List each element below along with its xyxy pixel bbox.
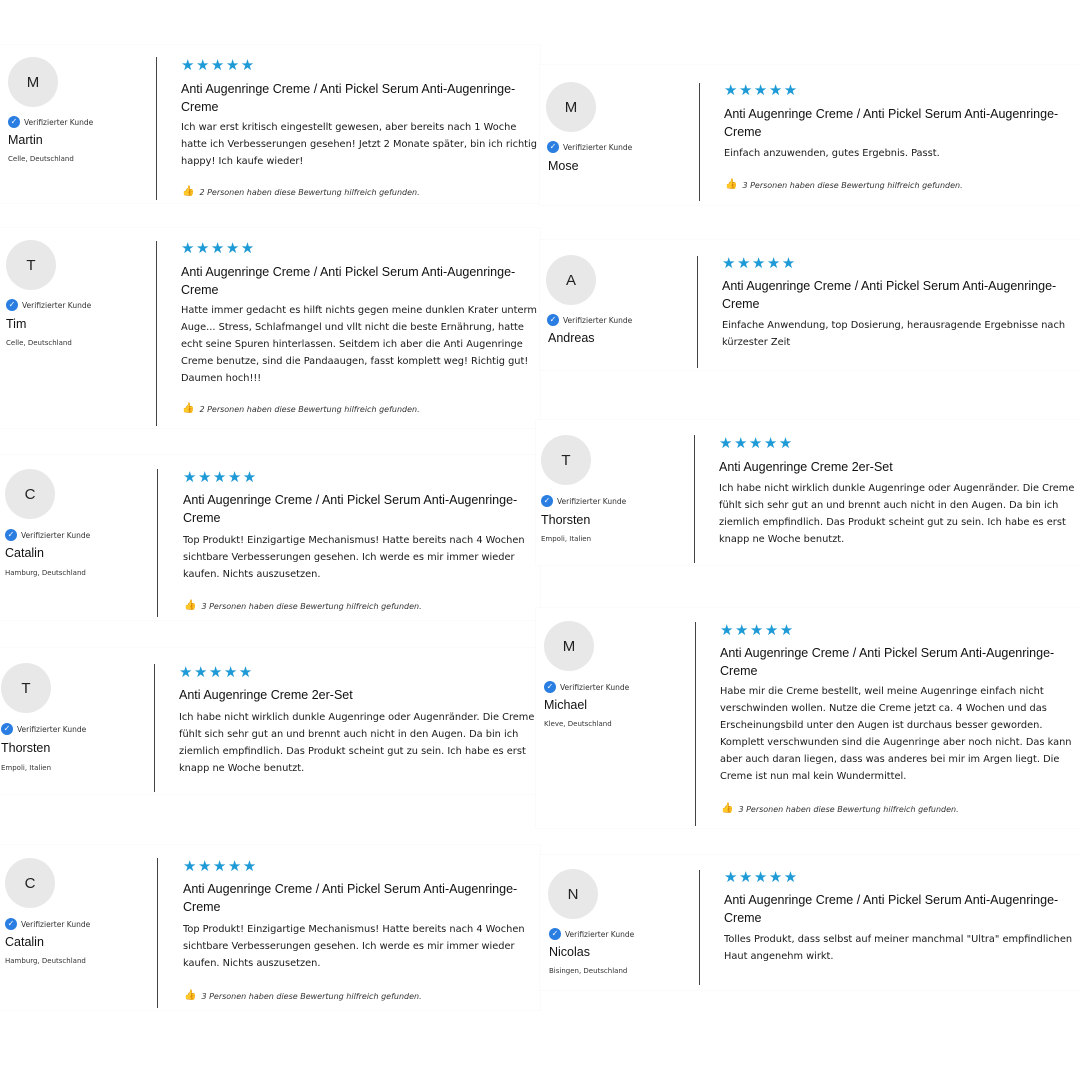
divider [695, 622, 696, 826]
divider [156, 241, 157, 426]
reviewer-name: Catalin [5, 935, 44, 949]
thumbs-up-icon: 👍 [184, 600, 197, 611]
thumbs-up-icon: 👍 [721, 803, 734, 814]
helpful-note[interactable]: 👍 3 Personen haben diese Bewertung hilfreich gefunden. [725, 179, 963, 190]
thumbs-up-icon: 👍 [725, 179, 738, 190]
divider [699, 870, 700, 985]
review-title[interactable]: Anti Augenringe Creme / Anti Pickel Serum Anti-Augenringe-Creme [724, 893, 1059, 925]
review-text: Tolles Produkt, dass selbst auf meiner manchmal "Ultra" empfindlichen Haut angenehm wirkt. [724, 934, 1073, 962]
verified-badge [5, 918, 90, 930]
review-text: Hatte immer gedacht es hilft nichts gegen meine dunklen Krater unterm Auge... Stress, Schlafmangel und vllt nicht die beste Ernährung, hatte echt seine Spuren hinterlassen. Seitdem ich aber die Anti Augenringe Creme benutze, sind die Pandaaugen, fasst komplett weg! Richtig gut! Daumen hoch!!! [181, 305, 537, 384]
verified-check-icon: ✓ [549, 928, 561, 940]
avatar: T [6, 240, 56, 290]
star-rating: ★★★★★ [719, 435, 794, 452]
thumbs-up-icon: 👍 [182, 186, 195, 197]
star-rating: ★★★★★ [181, 57, 256, 74]
reviewer-name: Catalin [5, 546, 44, 560]
review-title[interactable]: Anti Augenringe Creme 2er-Set [179, 688, 353, 702]
reviewer-location: Empoli, Italien [541, 535, 592, 543]
avatar: M [546, 82, 596, 132]
star-rating: ★★★★★ [722, 255, 797, 272]
verified-badge [8, 116, 93, 128]
avatar: M [8, 57, 58, 107]
verified-label: Verifizierter Kunde [21, 530, 91, 540]
verified-label: Verifizierter Kunde [560, 682, 630, 692]
star-rating: ★★★★★ [179, 664, 254, 681]
reviewer-location: Bisingen, Deutschland [549, 967, 628, 975]
reviewer-location: Celle, Deutschland [6, 339, 72, 347]
review-text: Ich war erst kritisch eingestellt gewesen, aber bereits nach 1 Woche hatte ich Verbesserungen gesehen! Jetzt 2 Monate später, bin ich richtig happy! Ich kaufe wieder! [181, 122, 537, 167]
reviewer-location: Hamburg, Deutschland [5, 569, 86, 577]
thumbs-up-icon: 👍 [182, 403, 195, 414]
star-rating: ★★★★★ [724, 82, 799, 99]
verified-check-icon: ✓ [5, 918, 17, 930]
review-card [540, 855, 1080, 990]
review-text: Einfache Anwendung, top Dosierung, herausragende Ergebnisse nach kürzester Zeit [722, 320, 1066, 348]
verified-badge [541, 495, 626, 507]
reviewer-location: Empoli, Italien [1, 764, 52, 772]
verified-check-icon: ✓ [547, 314, 559, 326]
verified-label: Verifizierter Kunde [24, 117, 94, 127]
verified-label: Verifizierter Kunde [563, 315, 633, 325]
reviewer-name: Mose [548, 159, 579, 173]
star-rating: ★★★★★ [183, 469, 258, 486]
helpful-note[interactable]: 👍 3 Personen haben diese Bewertung hilfreich gefunden. [184, 990, 422, 1001]
reviewer-name: Tim [6, 317, 27, 331]
review-title[interactable]: Anti Augenringe Creme / Anti Pickel Serum Anti-Augenringe-Creme [181, 265, 516, 297]
review-text: Einfach anzuwenden, gutes Ergebnis. Passt. [724, 148, 940, 159]
reviewer-location: Hamburg, Deutschland [5, 957, 86, 965]
avatar: C [5, 858, 55, 908]
divider [697, 256, 698, 368]
verified-check-icon: ✓ [541, 495, 553, 507]
review-card [540, 240, 1080, 370]
divider [157, 469, 158, 617]
review-text: Habe mir die Creme bestellt, weil meine Augenringe einfach nicht verschwinden wollen. Nutze die Creme jetzt ca. 4 Wochen und das Erscheinungsbild unter den Augen ist durchaus besser geworden. Komplett verschwunden sind die Augenringe aber noch nicht. Das kann aber auch daran liegen, dass was anderes bei mir im Argen liegt. Die Creme ist nun mal kein Wundermittel. [720, 686, 1072, 782]
review-title[interactable]: Anti Augenringe Creme / Anti Pickel Serum Anti-Augenringe-Creme [724, 107, 1059, 139]
avatar: M [544, 621, 594, 671]
helpful-note[interactable]: 👍 2 Personen haben diese Bewertung hilfreich gefunden. [182, 403, 420, 414]
review-card [0, 228, 540, 428]
avatar: T [1, 663, 51, 713]
review-title[interactable]: Anti Augenringe Creme / Anti Pickel Serum Anti-Augenringe-Creme [183, 882, 518, 914]
star-rating: ★★★★★ [183, 858, 258, 875]
divider [154, 664, 155, 792]
review-text: Top Produkt! Einzigartige Mechanismus! Hatte bereits nach 4 Wochen sichtbare Verbesserungen gesehen. Ich werde es mir immer wieder kaufen. Nichts auszusetzen. [183, 535, 525, 580]
reviewer-location: Celle, Deutschland [8, 155, 74, 163]
reviewer-location: Kleve, Deutschland [544, 720, 612, 728]
verified-badge [547, 141, 632, 153]
star-rating: ★★★★★ [724, 869, 799, 886]
verified-check-icon: ✓ [1, 723, 13, 735]
review-title[interactable]: Anti Augenringe Creme / Anti Pickel Serum Anti-Augenringe-Creme [720, 646, 1055, 678]
reviewer-name: Andreas [548, 331, 595, 345]
verified-badge [5, 529, 90, 541]
review-title[interactable]: Anti Augenringe Creme / Anti Pickel Serum Anti-Augenringe-Creme [183, 493, 518, 525]
reviewer-name: Thorsten [1, 741, 51, 755]
verified-label: Verifizierter Kunde [22, 300, 92, 310]
review-card [0, 455, 540, 620]
verified-check-icon: ✓ [6, 299, 18, 311]
review-card [0, 45, 540, 203]
review-card [0, 845, 540, 1010]
divider [699, 83, 700, 201]
thumbs-up-icon: 👍 [184, 990, 197, 1001]
star-rating: ★★★★★ [720, 622, 795, 639]
review-card [540, 65, 1080, 205]
review-title[interactable]: Anti Augenringe Creme / Anti Pickel Serum Anti-Augenringe-Creme [181, 82, 516, 114]
review-title[interactable]: Anti Augenringe Creme / Anti Pickel Serum Anti-Augenringe-Creme [722, 279, 1057, 311]
verified-badge [6, 299, 91, 311]
verified-badge [1, 723, 86, 735]
avatar: N [548, 869, 598, 919]
verified-label: Verifizierter Kunde [563, 142, 633, 152]
star-rating: ★★★★★ [181, 240, 256, 257]
verified-label: Verifizierter Kunde [17, 724, 87, 734]
helpful-note[interactable]: 👍 2 Personen haben diese Bewertung hilfreich gefunden. [182, 186, 420, 197]
helpful-note[interactable]: 👍 3 Personen haben diese Bewertung hilfreich gefunden. [184, 600, 422, 611]
review-card [536, 608, 1080, 828]
verified-check-icon: ✓ [8, 116, 20, 128]
verified-label: Verifizierter Kunde [21, 919, 91, 929]
reviewer-name: Michael [544, 698, 588, 712]
divider [694, 435, 695, 563]
review-title[interactable]: Anti Augenringe Creme 2er-Set [719, 460, 893, 474]
divider [157, 858, 158, 1008]
reviewer-name: Thorsten [541, 513, 591, 527]
review-text: Top Produkt! Einzigartige Mechanismus! Hatte bereits nach 4 Wochen sichtbare Verbesserungen gesehen. Ich werde es mir immer wieder kaufen. Nichts auszusetzen. [183, 924, 525, 969]
verified-badge [547, 314, 632, 326]
review-text: Ich habe nicht wirklich dunkle Augenringe oder Augenränder. Die Creme fühlt sich sehr gut an und brennt auch nicht in den Augen. Da bin ich ziemlich empfindlich. Das Produkt scheint gut zu sein. Ich habe es erst knapp ne Woche benutzt. [179, 712, 535, 774]
avatar: A [546, 255, 596, 305]
review-card [536, 420, 1080, 565]
verified-label: Verifizierter Kunde [565, 929, 635, 939]
review-card [0, 648, 540, 794]
avatar: C [5, 469, 55, 519]
verified-badge [549, 928, 634, 940]
review-text: Ich habe nicht wirklich dunkle Augenringe oder Augenränder. Die Creme fühlt sich sehr gut an und brennt auch nicht in den Augen. Da bin ich ziemlich empfindlich. Das Produkt scheint gut zu sein. Ich habe es erst knapp ne Woche benutzt. [719, 483, 1075, 545]
reviewer-name: Nicolas [549, 945, 590, 959]
verified-label: Verifizierter Kunde [557, 496, 627, 506]
verified-check-icon: ✓ [5, 529, 17, 541]
verified-check-icon: ✓ [547, 141, 559, 153]
reviewer-name: Martin [8, 133, 43, 147]
verified-badge [544, 681, 629, 693]
helpful-note[interactable]: 👍 3 Personen haben diese Bewertung hilfreich gefunden. [721, 803, 959, 814]
divider [156, 57, 157, 200]
avatar: T [541, 435, 591, 485]
verified-check-icon: ✓ [544, 681, 556, 693]
